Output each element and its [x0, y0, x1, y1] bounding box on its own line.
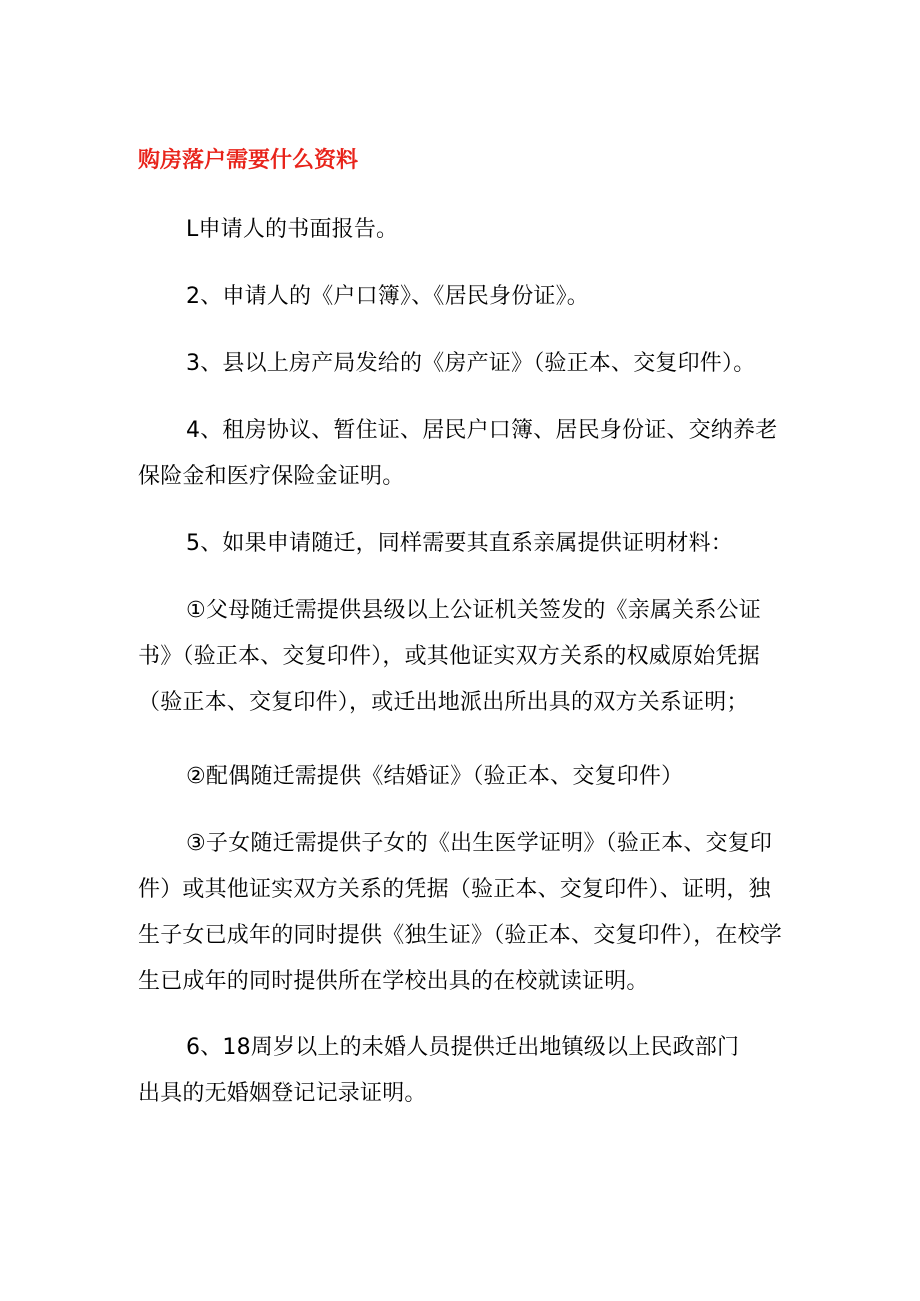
paragraph-1: L申请人的书面报告。	[186, 217, 399, 242]
paragraph-3: 3、县以上房产局发给的《房产证》（验正本、交复印件）。	[186, 351, 756, 376]
paragraph-5: 5、如果申请随迁，同样需要其直系亲属提供证明材料：	[186, 531, 733, 556]
paragraph-parents: ①父母随迁需提供县级以上公证机关签发的《亲属关系公证书》（验正本、交复印件），或其他证实双方关系的权威原始凭据（验正本、交复印件），或迁出地派出所出具的双方关系证明；	[138, 598, 761, 715]
paragraph-6: 6、18周岁以上的未婚人员提供迁出地镇级以上民政部门出具的无婚姻登记记录证明。	[138, 1035, 740, 1106]
document-title: 购房落户需要什么资料	[138, 148, 359, 173]
paragraph-children: ③子女随迁需提供子女的《出生医学证明》（验正本、交复印件）或其他证实双方关系的凭据（验正本、交复印件）、证明，独生子女已成年的同时提供《独生证》（验正本、交复印件），在校学生已成年的同时提供所在学校出具的在校就读证明。	[138, 831, 783, 994]
paragraph-4: 4、租房协议、暂住证、居民户口簿、居民身份证、交纳养老保险金和医疗保险金证明。	[138, 418, 778, 489]
paragraph-spouse: ②配偶随迁需提供《结婚证》（验正本、交复印件）	[186, 764, 684, 789]
paragraph-2: 2、申请人的《户口簿》、《居民身份证》。	[186, 284, 589, 309]
